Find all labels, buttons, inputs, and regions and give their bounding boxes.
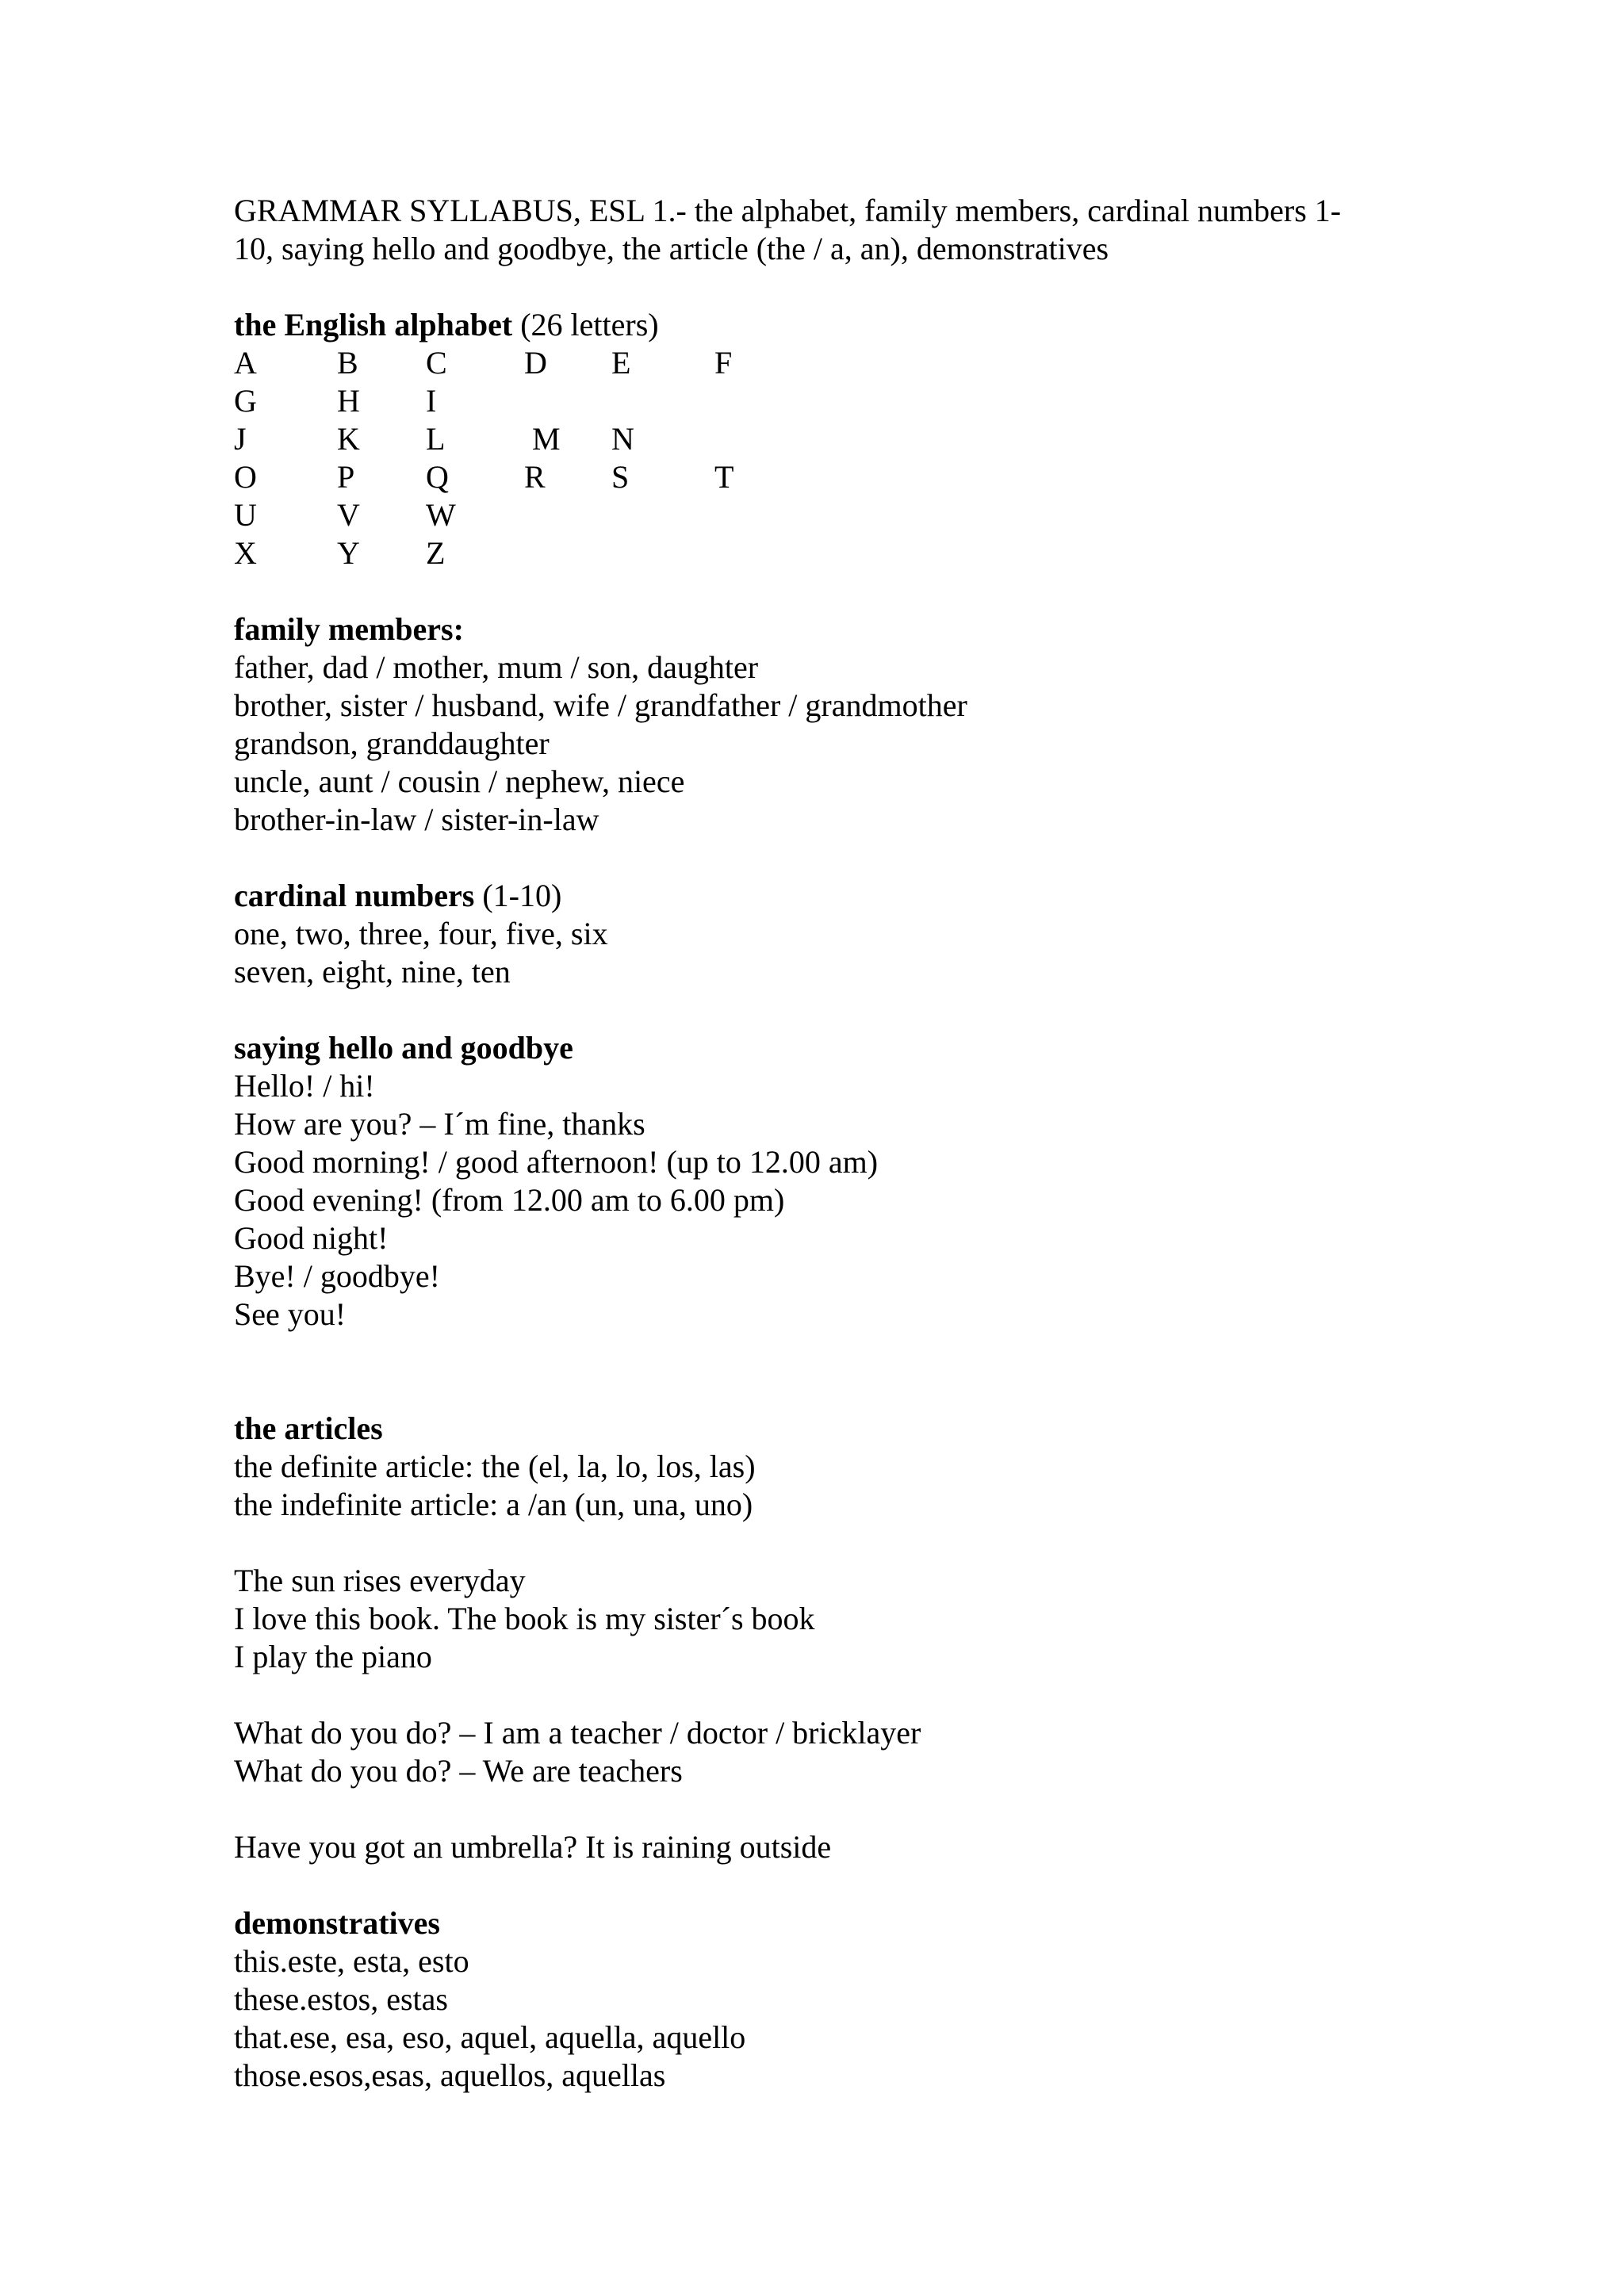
spacer [234,839,1408,877]
alphabet-row [234,534,1408,572]
alphabet-letter: V [337,497,360,533]
articles-line: the indefinite article: a /an (un, una, uno) [234,1487,753,1522]
spacer [234,1866,1408,1904]
alphabet-heading [234,306,1408,344]
alphabet-letter: Z [426,535,446,571]
demonstratives-line: that.ese, esa, eso, aquel, aquella, aquello [234,2019,746,2055]
alphabet-letter: K [337,421,360,457]
spacer [234,1790,1408,1828]
alphabet-table [234,344,1408,572]
demonstratives-line: those.esos,esas, aquellos, aquellas [234,2057,666,2093]
alphabet-letter: G [234,383,257,419]
articles-example: Have you got an umbrella? It is raining outside [234,1829,832,1865]
demonstratives-line: these.estos, estas [234,1981,448,2017]
spacer [234,1334,1408,1410]
articles-heading: the articles [234,1410,383,1446]
alphabet-letter: J [234,421,247,457]
alphabet-letter: D [524,345,547,381]
articles-example: What do you do? – We are teachers [234,1753,683,1789]
greetings-line: Good evening! (from 12.00 am to 6.00 pm) [234,1182,785,1218]
numbers-heading-note: (1-10) [474,878,562,913]
alphabet-letter: C [426,345,447,381]
family-heading: family members: [234,611,464,647]
alphabet-letter: S [611,459,630,495]
numbers-line: one, two, three, four, five, six [234,916,608,951]
family-line: brother-in-law / sister-in-law [234,802,599,837]
alphabet-letter: A [234,345,257,381]
family-line: father, dad / mother, mum / son, daughter [234,649,759,685]
spacer [234,1676,1408,1714]
family-line: brother, sister / husband, wife / grandfather / grandmother [234,687,967,723]
document-title-line-2: 10, saying hello and goodbye, the article (the / a, an), demonstratives [234,231,1109,266]
alphabet-row [234,458,1408,496]
document-body [234,192,1408,2095]
alphabet-letter: W [426,497,456,533]
numbers-line: seven, eight, nine, ten [234,954,511,989]
family-line: grandson, granddaughter [234,725,550,761]
numbers-heading-bold: cardinal numbers [234,878,475,913]
greetings-line: Good morning! / good afternoon! (up to 12.00 am) [234,1144,879,1180]
greetings-line: See you! [234,1296,347,1332]
alphabet-row [234,496,1408,534]
spacer [234,572,1408,610]
alphabet-letter: P [337,459,355,495]
alphabet-letter: U [234,497,257,533]
alphabet-row [234,382,1408,420]
articles-example: I play the piano [234,1639,432,1674]
document-title-line-1: GRAMMAR SYLLABUS, ESL 1.- the alphabet, family members, cardinal numbers 1- [234,193,1342,228]
demonstratives-line: this.este, esta, esto [234,1943,469,1979]
alphabet-letter: L [426,421,446,457]
articles-line: the definite article: the (el, la, lo, los, las) [234,1448,756,1484]
alphabet-letter: E [611,345,631,381]
alphabet-letter: I [426,383,437,419]
greetings-line: How are you? – I´m fine, thanks [234,1106,645,1142]
alphabet-row [234,344,1408,382]
greetings-line: Bye! / goodbye! [234,1258,440,1294]
alphabet-letter: T [714,459,734,495]
family-line: uncle, aunt / cousin / nephew, niece [234,763,685,799]
demonstratives-heading: demonstratives [234,1905,440,1941]
greetings-heading: saying hello and goodbye [234,1030,573,1066]
alphabet-letter: F [714,345,733,381]
alphabet-letter: M [532,421,561,457]
articles-example: What do you do? – I am a teacher / doctor / bricklayer [234,1715,921,1751]
alphabet-letter: B [337,345,358,381]
alphabet-letter: O [234,459,257,495]
spacer [234,268,1408,306]
alphabet-letter: R [524,459,546,495]
alphabet-letter: X [234,535,257,571]
alphabet-letter: Q [426,459,449,495]
alphabet-letter: H [337,383,360,419]
spacer [234,991,1408,1029]
greetings-line: Hello! / hi! [234,1068,375,1104]
articles-example: The sun rises everyday [234,1563,526,1598]
spacer [234,1524,1408,1562]
numbers-heading [234,877,1408,915]
alphabet-heading-note: (26 letters) [512,307,659,342]
articles-example: I love this book. The book is my sister´s book [234,1601,815,1636]
greetings-line: Good night! [234,1220,389,1256]
alphabet-letter: Y [337,535,360,571]
alphabet-row [234,420,1408,458]
alphabet-letter: N [611,421,634,457]
alphabet-heading-bold: the English alphabet [234,307,513,342]
